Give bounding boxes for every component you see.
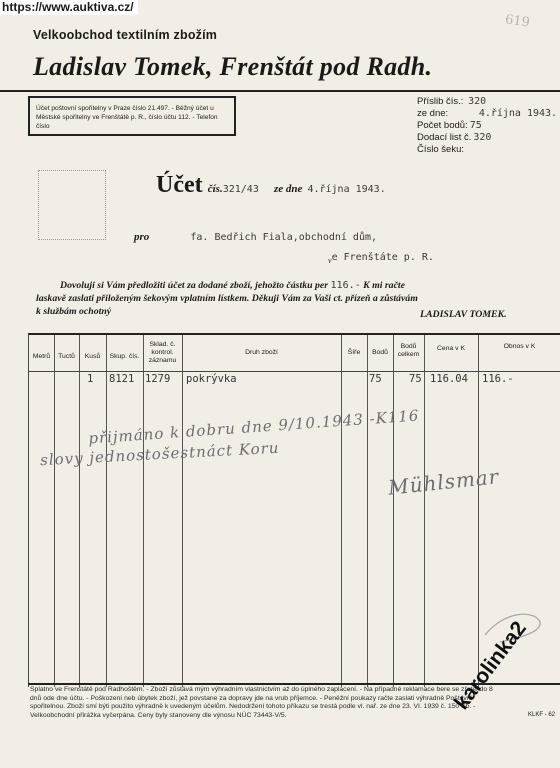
- cell-cena: 116.04: [430, 373, 468, 385]
- cell-kusu: 1: [87, 373, 94, 385]
- seller-watermark: karolinka2: [450, 617, 531, 714]
- handwritten-signature: Mühlsmar: [387, 464, 501, 500]
- col-tuctu: [54, 335, 80, 687]
- cislo-seku-label: Číslo šeku:: [417, 144, 464, 155]
- cell-sklad: 1279: [145, 373, 171, 385]
- print-code: KLKF - 62: [528, 712, 556, 718]
- handwritten-note-line2: slovy jednostošestnáct Koru: [39, 438, 280, 470]
- letter-amount: 116.-: [330, 280, 361, 291]
- cell-bodu-celkem: 75: [409, 373, 422, 385]
- col-kusu: [79, 335, 107, 687]
- letter-line2: laskavě zaslati přiloženým šekovým vplatním lístkem. Děkuji Vám za Vaši ct. přízeň a zůstávám: [36, 293, 418, 304]
- col-sklad: [143, 335, 183, 687]
- source-url-watermark: https://www.auktiva.cz/: [0, 0, 138, 15]
- header-sire: Šíře: [347, 349, 361, 356]
- cell-obnos: 116.-: [482, 373, 514, 385]
- col-bodu: [367, 335, 394, 687]
- header-bodu: Bodů: [372, 349, 388, 356]
- cell-bodu: 75: [369, 373, 382, 385]
- table-header-rule: [29, 371, 560, 372]
- invoice-date: 4.října 1943.: [307, 184, 386, 195]
- recipient-row: [134, 225, 377, 244]
- cell-skup: 8121: [109, 373, 135, 385]
- ze-dne-label: ze dne:: [417, 108, 449, 119]
- company-subtitle: Velkoobchod textilním zbožím: [33, 28, 218, 42]
- invoice-date-label: ze dne: [273, 183, 303, 195]
- col-metru: [29, 335, 55, 687]
- invoice-number: 321/43: [222, 184, 259, 195]
- invoice-cis-label: čís.: [207, 183, 223, 195]
- place-row: [328, 252, 434, 263]
- place-prefix: v: [328, 256, 332, 265]
- col-druh: [182, 335, 342, 687]
- invoice-title: Účet: [156, 172, 203, 198]
- pocet-bodu-value: 75: [469, 120, 482, 131]
- dodaci-list-label: Dodací list č.: [417, 132, 472, 143]
- printed-signature: LADISLAV TOMEK.: [420, 309, 507, 320]
- col-cena: [424, 335, 479, 687]
- pencil-corner-note: 619: [504, 12, 531, 31]
- pocet-bodu-label: Počet bodů:: [417, 120, 468, 131]
- recipient-name: fa. Bedřich Fiala,obchodní dům,: [190, 232, 378, 243]
- col-skup: [106, 335, 144, 687]
- ze-dne-value: 4.října 1943.: [478, 108, 558, 119]
- prislib-label: Příslib čís.:: [417, 96, 464, 107]
- header-bodu-celkem: Bodů celkem: [397, 343, 420, 358]
- recipient-place: e Frenštáte p. R.: [331, 252, 434, 263]
- header-cena: Cena v K: [437, 345, 465, 352]
- invoice-title-row: [156, 172, 386, 199]
- header-druh: Druh zboží: [245, 349, 278, 356]
- header-tuctu: Tuctů: [58, 353, 75, 360]
- col-bodu-celkem: [393, 335, 425, 687]
- stamp-placeholder: [38, 170, 106, 240]
- recipient-label: pro: [134, 231, 150, 243]
- letter-line1b: K mi račte: [363, 280, 405, 291]
- dodaci-list-value: 320: [473, 132, 492, 143]
- handwritten-note-line1: přijmáno k dobru dne 9/10.1943 -K116: [87, 406, 420, 448]
- header-divider: [0, 90, 560, 92]
- header-kusu: Kusů: [84, 353, 101, 360]
- footer-terms: Splatno ve Frenštátě pod Radhoštěm. - Zboží zůstává mým výhradním vlastnictvím až do úplného zaplacení. - Na případné reklamace bere se zřetel do 8 dnů ode dne účtu. - Poškození neb úbytek zboží, jež povstane za dopravy jde na vrub příjemce. - Peněžní poukazy račte zaslati výhradně Poštovní spořitelnou. Zboží smí býti použito výhradně k uvedeným účelům. Nedodržení tohoto příkazu se trestá podle vl. nař. ze dne 23. VI. 1939 č. 150 Sb. - Velkoobchodní přirážka vyčerpána. Ceny byly stanoveny dle výnosu NÚC 73443-V/5.: [30, 686, 493, 720]
- letter-line1a: Dovoluji si Vám předložiti účet za dodané zboží, jehožto částku per: [60, 280, 329, 291]
- col-sire: [341, 335, 368, 687]
- company-name: Ladislav Tomek, Frenštát pod Radh.: [33, 52, 433, 81]
- letter-line3: k službám ochotný: [36, 306, 112, 317]
- header-skup: Skup. čís.: [109, 353, 140, 360]
- header-metru: Metrů: [32, 353, 51, 360]
- cell-druh: pokrývka: [186, 373, 237, 385]
- header-sklad: Sklad. č. kontrol. záznamu: [148, 341, 177, 364]
- prislib-value: 320: [468, 96, 487, 107]
- header-obnos: Obnos v K: [503, 343, 536, 350]
- reference-block: [417, 96, 557, 156]
- bank-info-box: Účet poštovní spořitelny v Praze číslo 21.497. - Běžný účet u Městské spořitelny ve Frenštátě p. R., číslo účtu 112. - Telefon číslo: [28, 96, 236, 136]
